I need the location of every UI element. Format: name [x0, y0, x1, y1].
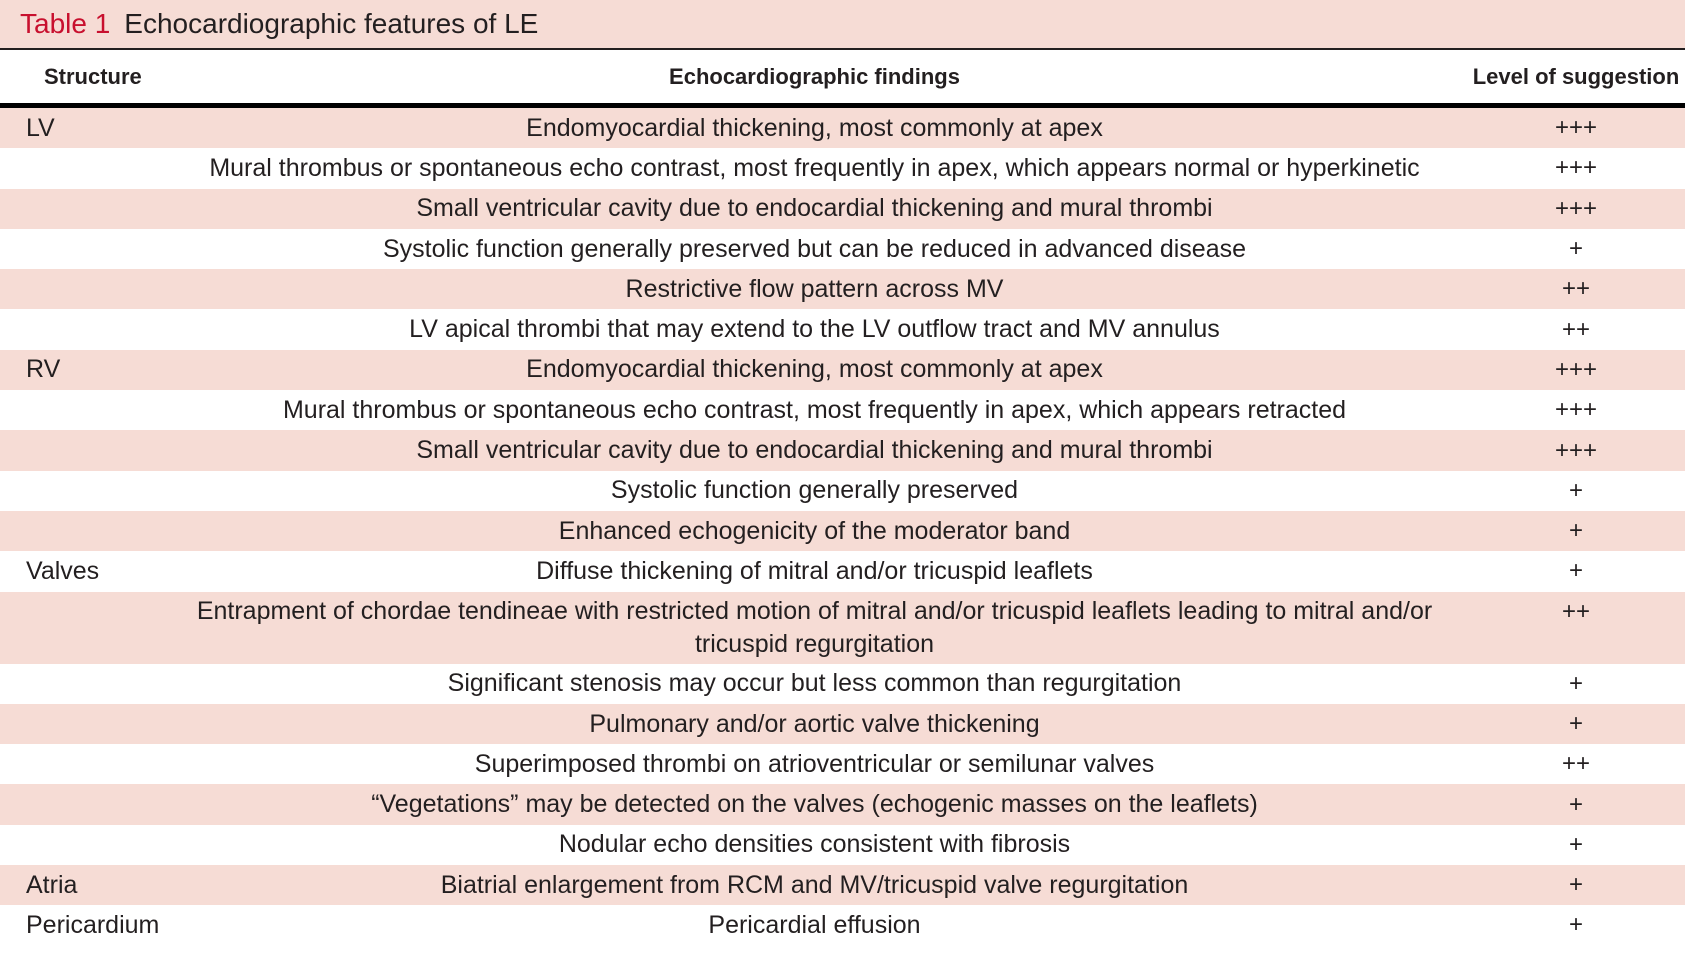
- cell-level: +++: [1554, 194, 1598, 222]
- cell-finding: Endomyocardial thickening, most commonly at apex: [526, 355, 1103, 384]
- table-row: [0, 269, 1685, 309]
- cell-finding: Superimposed thrombi on atrioventricular or semilunar valves: [474, 749, 1155, 778]
- header-findings: Echocardiographic findings: [669, 63, 960, 89]
- cell-finding: Small ventricular cavity due to endocardial thickening and mural thrombi: [416, 436, 1213, 465]
- cell-level: ++: [1561, 275, 1591, 303]
- cell-level: +: [1568, 476, 1583, 504]
- cell-level: +++: [1554, 436, 1598, 464]
- table-row: [0, 189, 1685, 229]
- table-number: Table 1: [20, 8, 111, 39]
- cell-finding: Diffuse thickening of mitral and/or tricuspid leaflets: [536, 556, 1093, 585]
- header-structure: Structure: [44, 63, 142, 89]
- table-row: [0, 744, 1685, 784]
- table-row: [0, 865, 1685, 905]
- table-title-bar: [0, 0, 1685, 50]
- cell-finding: Endomyocardial thickening, most commonly at apex: [526, 113, 1103, 142]
- table-body: [0, 108, 1685, 946]
- table-row: [0, 592, 1685, 664]
- cell-finding: Nodular echo densities consistent with fibrosis: [558, 830, 1071, 859]
- cell-finding: Mural thrombus or spontaneous echo contrast, most frequently in apex, which appears retracted: [282, 395, 1347, 424]
- table-row: [0, 905, 1685, 945]
- cell-finding: Small ventricular cavity due to endocardial thickening and mural thrombi: [416, 194, 1213, 223]
- cell-level: ++: [1561, 597, 1591, 625]
- cell-finding: “Vegetations” may be detected on the valves (echogenic masses on the leaflets): [371, 790, 1258, 819]
- table-row: [0, 511, 1685, 551]
- table-row: [0, 825, 1685, 865]
- cell-finding: Significant stenosis may occur but less common than regurgitation: [447, 669, 1182, 698]
- cell-structure: LV: [26, 113, 55, 142]
- cell-level: +: [1568, 790, 1583, 818]
- table-row: [0, 664, 1685, 704]
- cell-finding: Enhanced echogenicity of the moderator band: [558, 516, 1071, 545]
- cell-level: +: [1568, 557, 1583, 585]
- cell-level: +: [1568, 871, 1583, 899]
- cell-level: +: [1568, 517, 1583, 545]
- header-level: Level of suggestion: [1472, 63, 1680, 89]
- cell-finding: Mural thrombus or spontaneous echo contrast, most frequently in apex, which appears normal or hyperkinetic: [209, 153, 1420, 182]
- cell-finding: Pulmonary and/or aortic valve thickening: [589, 709, 1040, 738]
- table-header-row: [0, 50, 1685, 108]
- table-title: Echocardiographic features of LE: [124, 8, 539, 39]
- cell-level: +++: [1554, 154, 1598, 182]
- cell-structure: RV: [26, 355, 61, 384]
- cell-level: +: [1568, 830, 1583, 858]
- table-row: [0, 148, 1685, 188]
- table-row: [0, 309, 1685, 349]
- cell-finding: LV apical thrombi that may extend to the LV outflow tract and MV annulus: [409, 315, 1220, 344]
- table-row: [0, 229, 1685, 269]
- cell-level: +++: [1554, 355, 1598, 383]
- cell-level: ++: [1561, 750, 1591, 778]
- table-row: [0, 350, 1685, 390]
- table-row: [0, 430, 1685, 470]
- cell-finding: Systolic function generally preserved but can be reduced in advanced disease: [382, 234, 1247, 263]
- table-row: [0, 551, 1685, 591]
- cell-level: +: [1568, 669, 1583, 697]
- cell-level: +: [1568, 235, 1583, 263]
- table-row: [0, 390, 1685, 430]
- cell-finding: Systolic function generally preserved: [610, 476, 1019, 505]
- table-row: [0, 784, 1685, 824]
- cell-level: +: [1568, 911, 1583, 939]
- cell-structure: Pericardium: [26, 910, 160, 939]
- table-row: [0, 471, 1685, 511]
- cell-structure: Valves: [26, 556, 100, 585]
- cell-finding: Entrapment of chordae tendineae with restricted motion of mitral and/or tricuspid leaflets leading to mitral and/or tricuspid regurgitation: [196, 596, 1433, 658]
- table-row: [0, 704, 1685, 744]
- cell-structure: Atria: [26, 870, 78, 899]
- cell-level: +: [1568, 710, 1583, 737]
- cell-finding: Restrictive flow pattern across MV: [625, 274, 1004, 303]
- cell-finding: Pericardial effusion: [708, 910, 921, 939]
- table-row: [0, 108, 1685, 148]
- cell-finding: Biatrial enlargement from RCM and MV/tricuspid valve regurgitation: [440, 870, 1189, 899]
- cell-level: ++: [1561, 315, 1591, 343]
- cell-level: +++: [1554, 114, 1598, 142]
- cell-level: +++: [1554, 396, 1598, 424]
